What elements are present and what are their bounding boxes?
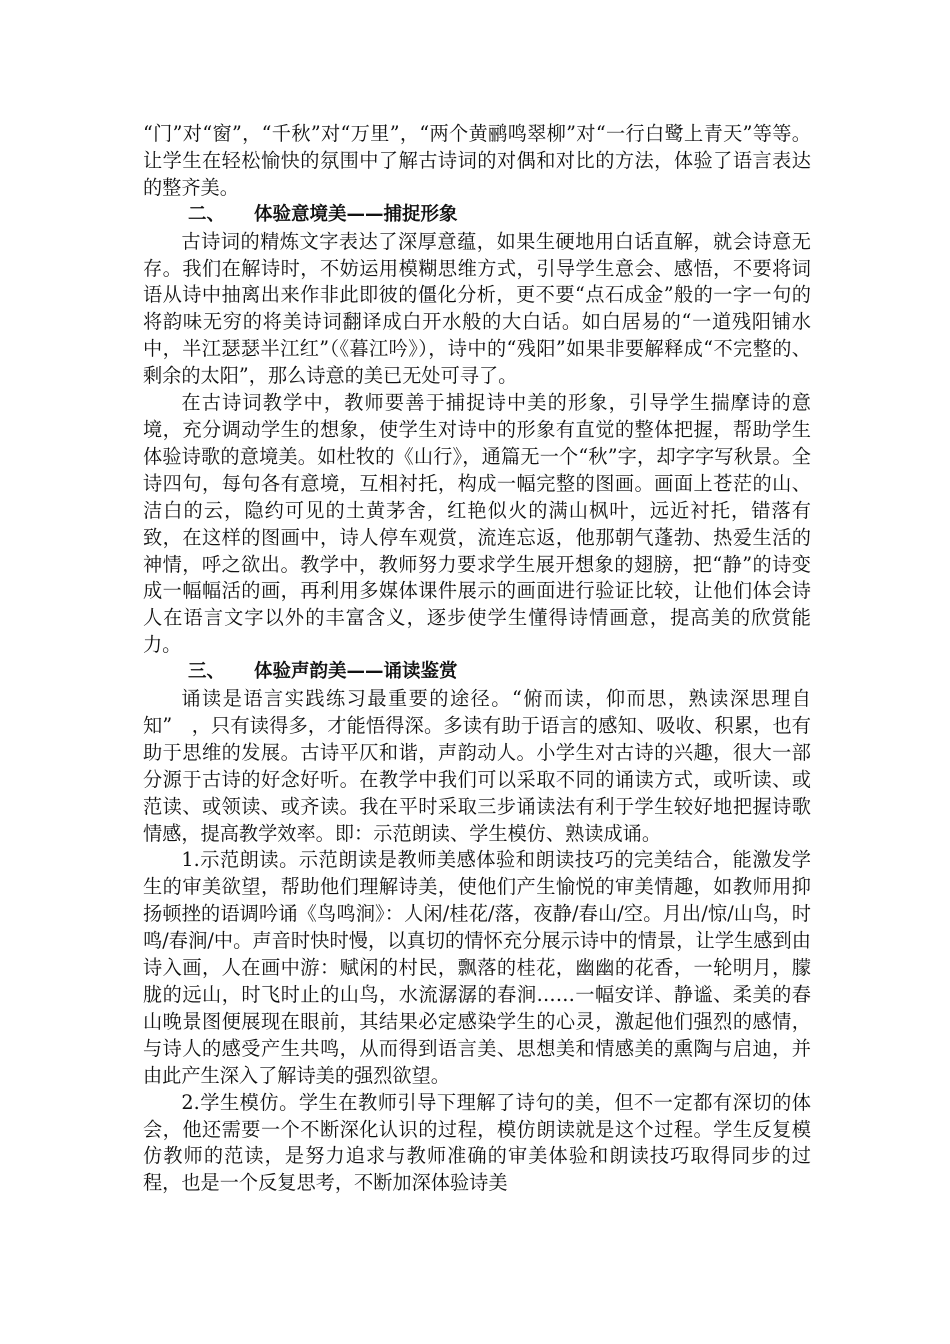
paragraph-model-reading: 1.示范朗读。示范朗读是教师美感体验和朗读技巧的完美结合，能激发学生的审美欲望，帮助他们理解诗美，使他们产生愉悦的审美情趣，如教师用抑扬顿挫的语调吟诵《鸟鸣涧》：人闲/桂花/落，夜静/春山/空。月出/惊/山鸟，时鸣/春涧/中。声音时快时慢，以真切的情怀充分展示诗中的情景，让学生感到由诗入画，人在画中游：赋闲的村民，飘落的桂花，幽幽的花香，一轮明月，朦胧的远山，时飞时止的山鸟，水流潺潺的春涧……一幅安详、静谧、柔美的春山晚景图便展现在眼前，其结果必定感染学生的心灵，激起他们强烈的感情，与诗人的感受产生共鸣，从而得到语言美、思想美和情感美的熏陶与启迪，并由此产生深入了解诗美的强烈欲望。 <box>143 848 811 1087</box>
paragraph-imagery-teaching: 在古诗词教学中，教师要善于捕捉诗中美的形象，引导学生揣摩诗的意境，充分调动学生的想象，使学生对诗中的形象有直觉的整体把握，帮助学生体验诗歌的意境美。如杜牧的《山行》，通篇无一个“秋”字，却字字写秋景。全诗四句，每句各有意境，互相衬托，构成一幅完整的图画。画面上苍茫的山、洁白的云，隐约可见的土黄茅舍，红艳似火的满山枫叶，远近衬托，错落有致，在这样的图画中，诗人停车观赏，流连忘返，他那朝气蓬勃、热爱生活的神情，呼之欲出。教学中，教师努力要求学生展开想象的翅膀，把“静”的诗变成一幅幅活的画，再利用多媒体课件展示的画面进行验证比较，让他们体会诗人在语言文字以外的丰富含义，逐步使学生懂得诗情画意，提高美的欣赏能力。 <box>143 391 811 657</box>
paragraph-imagery-intro: 古诗词的精炼文字表达了深厚意蕴，如果生硬地用白话直解，就会诗意无存。我们在解诗时，不妨运用模糊思维方式，引导学生意会、感悟，不要将词语从诗中抽离出来作非此即彼的僵化分析，更不要“点石成金”般的一字一句的将韵味无穷的将美诗词翻译成白开水般的大白话。如白居易的“一道残阳铺水中，半江瑟瑟半江红”（《暮江吟》），诗中的“残阳”如果非要解释成“不完整的、剩余的太阳”，那么诗意的美已无处可寻了。 <box>143 229 811 388</box>
paragraph-student-imitation: 2.学生模仿。学生在教师引导下理解了诗句的美，但不一定都有深切的体会，他还需要一个不断深化认识的过程，模仿朗读就是这个过程。学生反复模仿教师的范读，是努力追求与教师准确的审美体验和朗读技巧取得同步的过程，也是一个反复思考，不断加深体验诗美 <box>143 1090 811 1195</box>
section-number-3: 三、 <box>188 661 226 683</box>
paragraph-couplets: “门”对“窗”，“千秋”对“万里”，“两个黄鹂鸣翠柳”对“一行白鹭上青天”等等。让学生在轻松愉快的氛围中了解古诗词的对偶和对比的方法，体验了语言表达的整齐美。 <box>143 122 811 199</box>
section-heading-3 <box>143 659 811 686</box>
section-title-3: 体验声韵美——诵读鉴赏 <box>254 661 458 683</box>
section-number-2: 二、 <box>188 203 226 225</box>
paragraph-recitation-intro: 诵读是语言实践练习最重要的途径。“俯而读，仰而思，熟读深思理自知” ，只有读得多，才能悟得深。多读有助于语言的感知、吸收、积累，也有助于思维的发展。古诗平仄和谐，声韵动人。小学生对古诗的兴趣，很大一部分源于古诗的好念好听。在教学中我们可以采取不同的诵读方式，或听读、或范读、或领读、或齐读。我在平时采取三步诵读法有利于学生较好地把握诗歌情感，提高教学效率。即：示范朗读、学生模仿、熟读成诵。 <box>143 687 811 845</box>
section-heading-2 <box>143 202 811 229</box>
document-page <box>143 121 811 1197</box>
section-title-2: 体验意境美——捕捉形象 <box>254 203 458 225</box>
